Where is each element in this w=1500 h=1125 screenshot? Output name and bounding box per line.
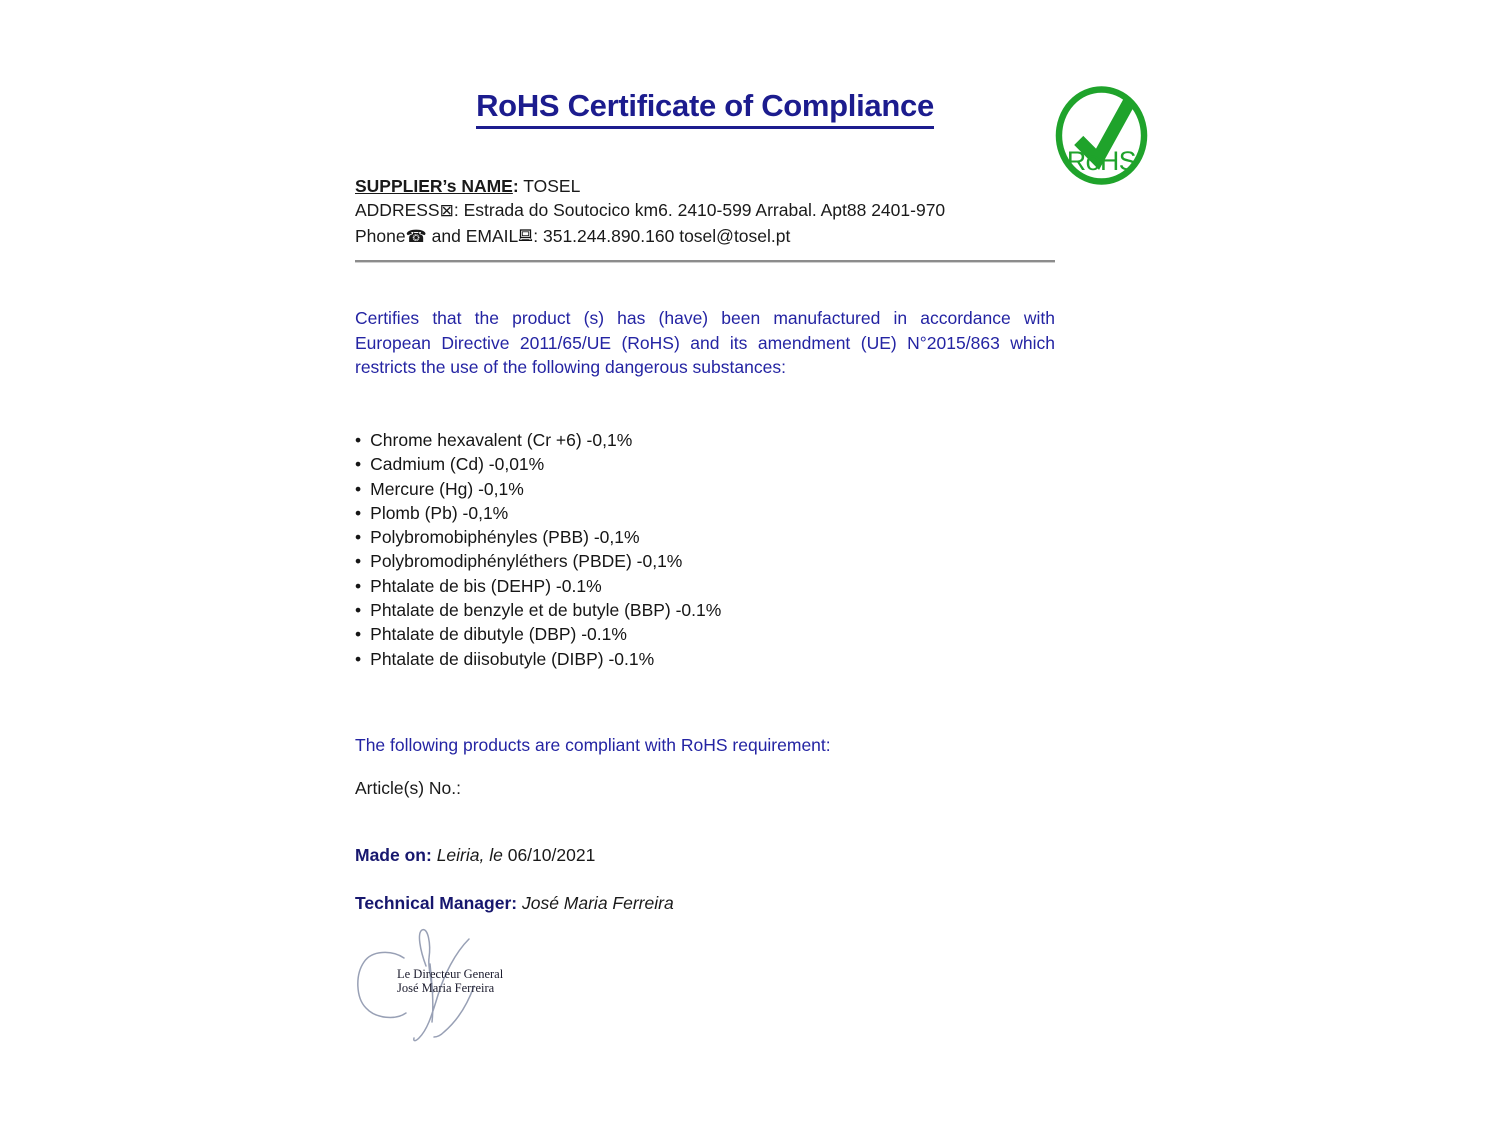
technical-manager-line (355, 893, 1055, 914)
certification-line: Certifies that the product (s) has (have) been manufactured in accordance with (355, 308, 1055, 328)
title-row (355, 88, 1055, 129)
made-on-date: 06/10/2021 (507, 845, 596, 865)
supplier-contact-line (355, 224, 1055, 249)
certification-line: European Directive 2011/65/UE (RoHS) and its amendment (UE) N°2015/863 which (355, 332, 1055, 353)
substance-item: • Polybromobiphényles (PBB) -0,1% (355, 525, 1055, 549)
technical-manager-name: José Maria Ferreira (521, 893, 674, 913)
email-label: and EMAIL (431, 225, 519, 246)
signature-line2: José Maria Ferreira (397, 980, 495, 995)
contact-value: : 351.244.890.160 tosel@tosel.pt (533, 225, 791, 246)
supplier-name-value: TOSEL (523, 176, 581, 196)
certification-paragraph (355, 306, 1055, 380)
signature-text (397, 968, 597, 995)
made-on-label: Made on: (355, 845, 432, 865)
supplier-block (355, 174, 1055, 249)
supplier-address-line (355, 198, 1055, 223)
supplier-name-label: SUPPLIER’s NAME (355, 176, 513, 196)
envelope-icon: ⊠ (439, 201, 454, 222)
computer-icon (518, 229, 533, 243)
certification-line: restricts the use of the following dangerous substances: (355, 357, 786, 378)
logo-label: RoHS (1066, 146, 1137, 177)
substance-item: • Polybromodiphényléthers (PBDE) -0,1% (355, 549, 1055, 573)
address-label: ADDRESS (355, 200, 440, 221)
substance-item: • Phtalate de benzyle et de butyle (BBP) -0.1% (355, 598, 1055, 622)
substance-item: • Cadmium (Cd) -0,01% (355, 452, 1055, 476)
substance-item: • Phtalate de bis (DEHP) -0.1% (355, 574, 1055, 598)
signature-line1: Le Directeur General (397, 967, 504, 981)
compliance-statement: The following products are compliant with RoHS requirement: (355, 735, 831, 755)
substance-item: • Phtalate de diisobutyle (DIBP) -0.1% (355, 647, 1055, 671)
made-on-place: Leiria, le (436, 845, 503, 865)
page-title: RoHS Certificate of Compliance (476, 88, 934, 129)
supplier-name-line (355, 174, 1055, 198)
substance-item: • Plomb (Pb) -0,1% (355, 501, 1055, 525)
substances-list (355, 428, 1055, 671)
technical-manager-label: Technical Manager: (355, 893, 518, 913)
address-value: : Estrada do Soutocico km6. 2410-599 Arrabal. Apt88 2401-970 (453, 200, 946, 221)
supplier-name-colon: : (512, 176, 519, 196)
separator-line (355, 260, 1055, 263)
substance-item: • Chrome hexavalent (Cr +6) -0,1% (355, 428, 1055, 452)
rohs-logo (1054, 84, 1149, 187)
telephone-icon: ☎ (405, 226, 427, 247)
article-number-line: Article(s) No.: (355, 778, 461, 798)
made-on-line (355, 845, 1055, 866)
substance-item: • Mercure (Hg) -0,1% (355, 477, 1055, 501)
substance-item: • Phtalate de dibutyle (DBP) -0.1% (355, 622, 1055, 646)
phone-label: Phone (355, 225, 406, 246)
